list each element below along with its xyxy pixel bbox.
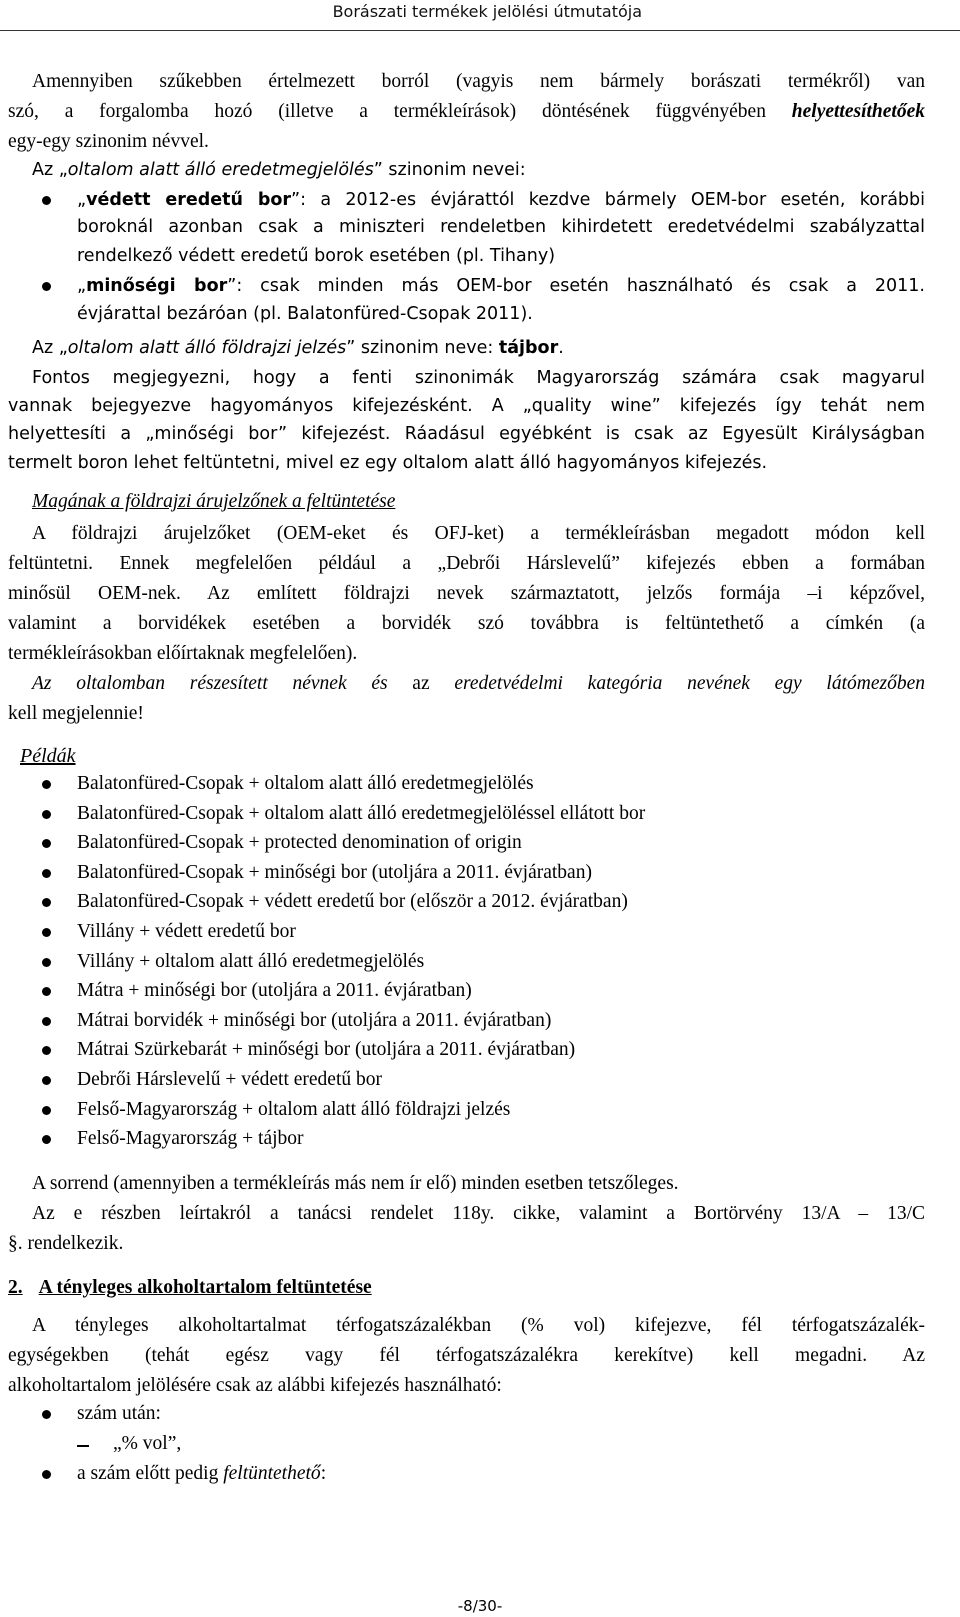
bullet — [42, 898, 51, 907]
example-item: Mátrai borvidék + minőségi bor (utoljára a 2011. évjáratban) — [77, 1010, 552, 1031]
text: Az „ — [32, 160, 68, 180]
dash-line — [113, 1432, 181, 1456]
bullet-line — [77, 215, 925, 239]
paragraph-line — [8, 642, 357, 666]
text: Az oltalomban részesített névnek és — [32, 673, 413, 694]
text: termelt boron lehet feltüntetni, mivel ez egy oltalom alatt álló hagyományos kifejezés. — [8, 453, 768, 473]
bullet-line — [77, 244, 555, 268]
section-heading — [32, 490, 395, 514]
bullet-line — [77, 1402, 161, 1426]
bullet — [42, 196, 51, 205]
page-number: -8/30- — [457, 1597, 503, 1615]
paragraph-line — [32, 1314, 925, 1338]
example-item: Villány + védett eredetű bor — [77, 921, 296, 942]
term: védett eredetű bor — [86, 190, 292, 210]
bullet — [42, 958, 51, 967]
text: §. rendelkezik. — [8, 1233, 124, 1254]
example-item: Villány + oltalom alatt álló eredetmegjelölés — [77, 951, 425, 972]
example-item: Balatonfüred-Csopak + minőségi bor (utoljára a 2011. évjáratban) — [77, 862, 592, 883]
text: Az e részben leírtakról a tanácsi rendelet 118y. cikke, valamint a Bortörvény 13/A – 13/C — [32, 1203, 925, 1224]
text: helyettesíti a „minőségi bor” kifejezést. Ráadásul egyébként is csak az Egyesült Királyságban — [8, 424, 925, 444]
text: szám után: — [77, 1403, 161, 1424]
text: valamint a borvidékek esetében a borvidék szó továbbra is feltüntethető a címkén (a — [8, 613, 925, 634]
paragraph-line — [8, 552, 925, 576]
bullet — [42, 1017, 51, 1026]
bullet — [42, 282, 51, 291]
examples-heading — [20, 744, 76, 768]
paragraph-line — [8, 130, 209, 154]
running-header — [0, 0, 960, 31]
text: Amennyiben szűkebben értelmezett borról (vagyis nem bármely borászati termékről) van — [32, 71, 925, 92]
text: szó, a forgalomba hozó (illetve a termékleírások) döntésének függvényében — [8, 101, 792, 122]
section-heading — [8, 1276, 372, 1300]
bullet — [42, 869, 51, 878]
text: a szám előtt pedig — [77, 1463, 224, 1484]
bullet — [42, 839, 51, 848]
text: A földrajzi árujelzőket (OEM-eket és OFJ-ket) a termékleírásban megadott módon kell — [32, 523, 925, 544]
text: : — [320, 1463, 327, 1484]
oem-synonyms-intro — [32, 158, 526, 182]
example-item: Felső-Magyarország + tájbor — [77, 1128, 304, 1149]
term: tájbor — [498, 338, 559, 358]
text: „ — [77, 190, 87, 210]
term: oltalom alatt álló földrajzi jelzés — [67, 338, 347, 358]
heading-text: Magának a földrajzi árujelzőnek a feltüntetése — [32, 491, 396, 512]
text: . — [558, 338, 564, 358]
bullet — [42, 1470, 51, 1479]
paragraph-line — [32, 1202, 925, 1226]
bullet — [42, 810, 51, 819]
heading-text: A tényleges alkoholtartalom feltüntetése — [38, 1277, 372, 1298]
text: kell megjelennie! — [8, 703, 144, 724]
text: A sorrend (amennyiben a termékleírás más nem ír elő) minden esetben tetszőleges. — [32, 1173, 679, 1194]
text: feltüntetni. Ennek megfelelően például a „Debrői Hárslevelű” kifejezés ebben a formában — [8, 553, 925, 574]
bullet — [42, 1106, 51, 1115]
bullet — [42, 780, 51, 789]
dash-bullet — [77, 1445, 89, 1447]
paragraph-line — [8, 422, 925, 446]
example-item: Balatonfüred-Csopak + protected denomination of origin — [77, 832, 522, 853]
example-item: Balatonfüred-Csopak + védett eredetű bor (először a 2012. évjáratban) — [77, 891, 628, 912]
text: „% vol”, — [113, 1433, 182, 1454]
paragraph-line — [8, 702, 144, 726]
bullet — [42, 1076, 51, 1085]
example-item: Balatonfüred-Csopak + oltalom alatt álló eredetmegjelöléssel ellátott bor — [77, 803, 646, 824]
bullet-line — [77, 1462, 326, 1486]
paragraph-line — [8, 1374, 502, 1398]
paragraph-line — [32, 672, 925, 696]
text: egy-egy szinonim névvel. — [8, 131, 209, 152]
emphasis: helyettesíthetőek — [791, 101, 925, 122]
bullet-line — [77, 302, 533, 326]
text: A tényleges alkoholtartalmat térfogatszázalékban (% vol) kifejezve, fél térfogatszázalék- — [32, 1315, 925, 1336]
paragraph-line — [8, 1232, 123, 1256]
text: minősül OEM-nek. Az említett földrajzi nevek származtatott, jelzős formája –i képzővel, — [8, 583, 925, 604]
ofj-synonym — [32, 336, 564, 360]
text: alkoholtartalom jelölésére csak az alábbi kifejezés használható: — [8, 1375, 502, 1396]
text: eredetvédelmi kategória nevének egy látómezőben — [429, 673, 925, 694]
example-item: Balatonfüred-Csopak + oltalom alatt álló eredetmegjelölés — [77, 773, 534, 794]
heading-text: Példák — [20, 745, 76, 767]
example-item: Felső-Magyarország + oltalom alatt álló földrajzi jelzés — [77, 1099, 511, 1120]
paragraph-line — [8, 582, 925, 606]
bullet — [42, 1410, 51, 1419]
paragraph-line — [8, 394, 925, 418]
text: boroknál azonban csak a miniszteri rendeletben kihirdetett eredetvédelmi szabályzattal — [77, 217, 925, 237]
paragraph-line — [8, 1344, 925, 1368]
term: oltalom alatt álló eredetmegjelölés — [67, 160, 374, 180]
text: egységekben (tehát egész vagy fél térfogatszázalékra kerekítve) kell megadni. Az — [8, 1345, 925, 1366]
section-number: 2. — [8, 1277, 23, 1298]
text: rendelkező védett eredetű borok esetében (pl. Tihany) — [77, 246, 556, 266]
bullet — [42, 987, 51, 996]
bullet-line — [77, 274, 925, 298]
text: vannak bejegyezve hagyományos kifejezésként. A „quality wine” kifejezés így tehát nem — [8, 396, 925, 416]
paragraph-line — [32, 522, 925, 546]
text: „ — [77, 276, 87, 296]
bullet — [42, 1135, 51, 1144]
paragraph-line — [8, 612, 925, 636]
text: ” szinonim neve: — [346, 338, 499, 358]
text: ” szinonim nevei: — [373, 160, 526, 180]
text: évjárattal bezáróan (pl. Balatonfüred-Csopak 2011). — [77, 304, 533, 324]
example-item: Debrői Hárslevelű + védett eredetű bor — [77, 1069, 383, 1090]
example-item: Mátra + minőségi bor (utoljára a 2011. évjáratban) — [77, 980, 472, 1001]
emphasis: feltüntethető — [223, 1463, 321, 1484]
term: minőségi bor — [86, 276, 228, 296]
paragraph-line — [32, 1172, 679, 1196]
paragraph-line — [32, 366, 925, 390]
paragraph-line — [8, 100, 925, 124]
paragraph-line — [32, 70, 925, 94]
bullet-line — [77, 188, 925, 212]
paragraph-line — [8, 451, 767, 475]
text: az — [412, 673, 430, 694]
bullet — [42, 928, 51, 937]
text: ”: a 2012-es évjárattól kezdve bármely OEM-bor esetén, korábbi — [291, 190, 925, 210]
text: termékleírásokban előírtaknak megfelelően). — [8, 643, 358, 664]
header-title: Borászati termékek jelölési útmutatója — [332, 2, 642, 21]
text: Az „ — [32, 338, 68, 358]
bullet — [42, 1046, 51, 1055]
text: Fontos megjegyezni, hogy a fenti szinonimák Magyarország számára csak magyarul — [32, 368, 925, 388]
example-item: Mátrai Szürkebarát + minőségi bor (utoljára a 2011. évjáratban) — [77, 1039, 576, 1060]
text: ”: csak minden más OEM-bor esetén használható és csak a 2011. — [227, 276, 925, 296]
